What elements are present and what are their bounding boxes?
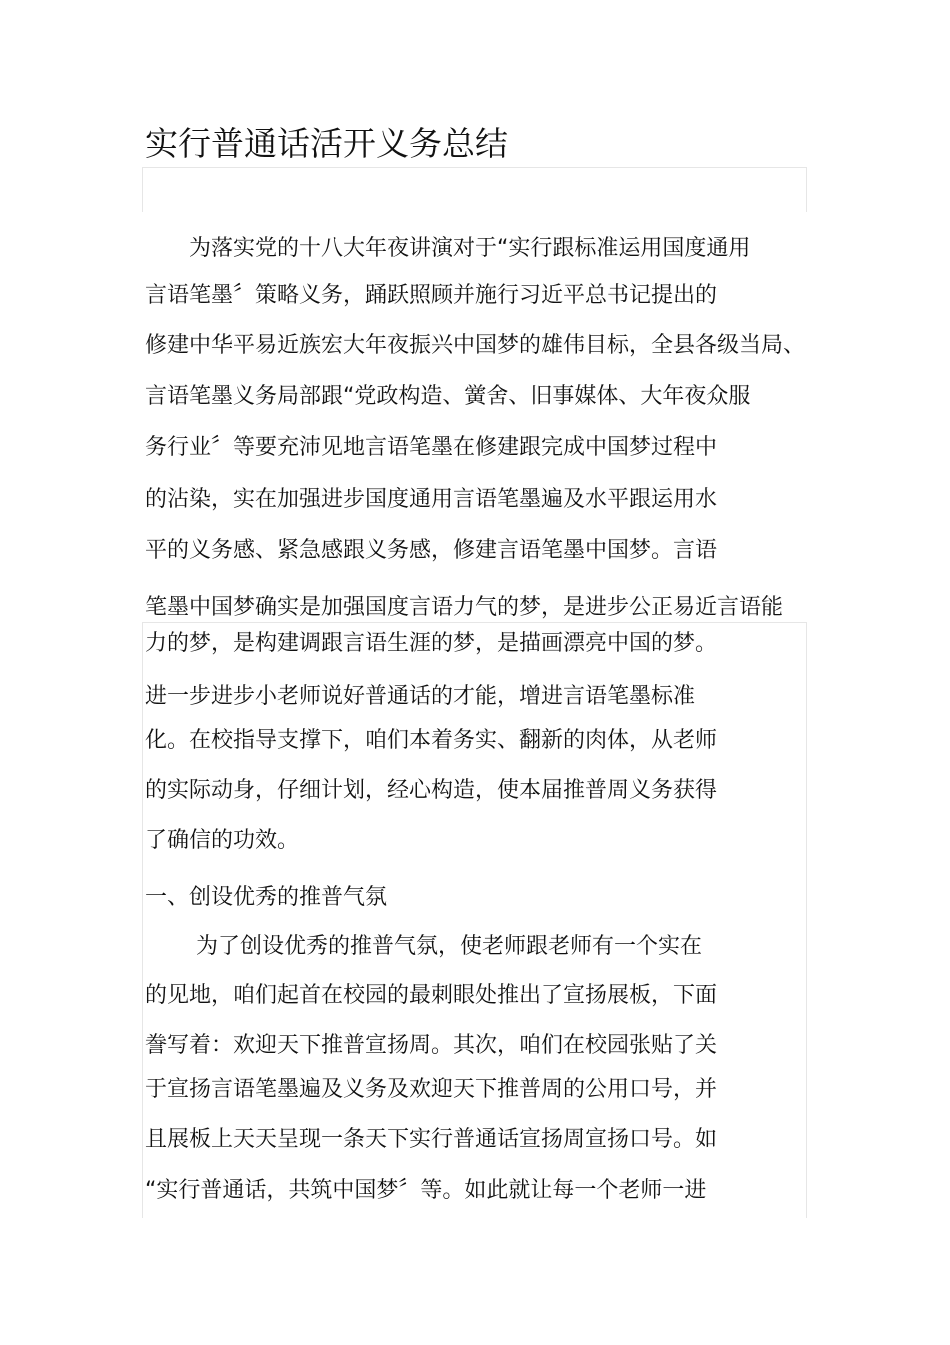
body-text-line: 于宣扬言语笔墨遍及义务及欢迎天下推普周的公用口号，并 <box>145 1077 718 1102</box>
body-text-line: 的沾染，实在加强进步国度通用言语笔墨遍及水平跟运用水 <box>145 487 718 512</box>
body-text-line: 平的义务感、紧急感跟义务感，修建言语笔墨中国梦。言语 <box>145 538 718 563</box>
body-text-line: 了确信的功效。 <box>145 828 300 853</box>
body-text-line: 务行业〞等要充沛见地言语笔墨在修建跟完成中国梦过程中 <box>145 435 718 460</box>
body-text-line: 誊写着：欢迎天下推普宣扬周。其次，咱们在校园张贴了关 <box>145 1033 718 1058</box>
body-text-line: 的见地，咱们起首在校园的最刺眼处推出了宣扬展板，下面 <box>145 983 718 1008</box>
body-text-line: 化。在校指导支撑下，咱们本着务实、翻新的肉体，从老师 <box>145 728 718 753</box>
body-text-line: “实行普通话，共筑中国梦〞等。如此就让每一个老师一进 <box>145 1178 707 1203</box>
body-text-line: 修建中华平易近族宏大年夜振兴中国梦的雄伟目标，全县各级当局、 <box>145 333 806 358</box>
body-text-line: 言语笔墨义务局部跟“党政构造、黉舍、旧事媒体、大年夜众服 <box>145 384 751 409</box>
body-text-line: 言语笔墨〞策略义务，踊跃照顾并施行习近平总书记提出的 <box>145 283 718 308</box>
page-title: 实行普通话活开义务总结 <box>145 124 508 163</box>
body-text-line: 且展板上天天呈现一条天下实行普通话宣扬周宣扬口号。如 <box>145 1127 718 1152</box>
body-text-line: 力的梦，是构建调跟言语生涯的梦，是描画漂亮中国的梦。 <box>145 631 718 656</box>
body-text-line: 的实际动身，仔细计划，经心构造，使本届推普周义务获得 <box>145 778 718 803</box>
body-text-line: 进一步进步小老师说好普通话的才能，增进言语笔墨标准 <box>145 684 696 709</box>
body-text-line: 笔墨中国梦确实是加强国度言语力气的梦，是进步公正易近言语能 <box>145 595 784 620</box>
section-heading: 一、创设优秀的推普气氛 <box>145 885 388 910</box>
body-text-line: 为落实党的十八大年夜讲演对于“实行跟标准运用国度通用 <box>145 236 751 261</box>
body-text-line: 为了创设优秀的推普气氛，使老师跟老师有一个实在 <box>145 934 702 959</box>
content-frame-top <box>142 167 807 212</box>
